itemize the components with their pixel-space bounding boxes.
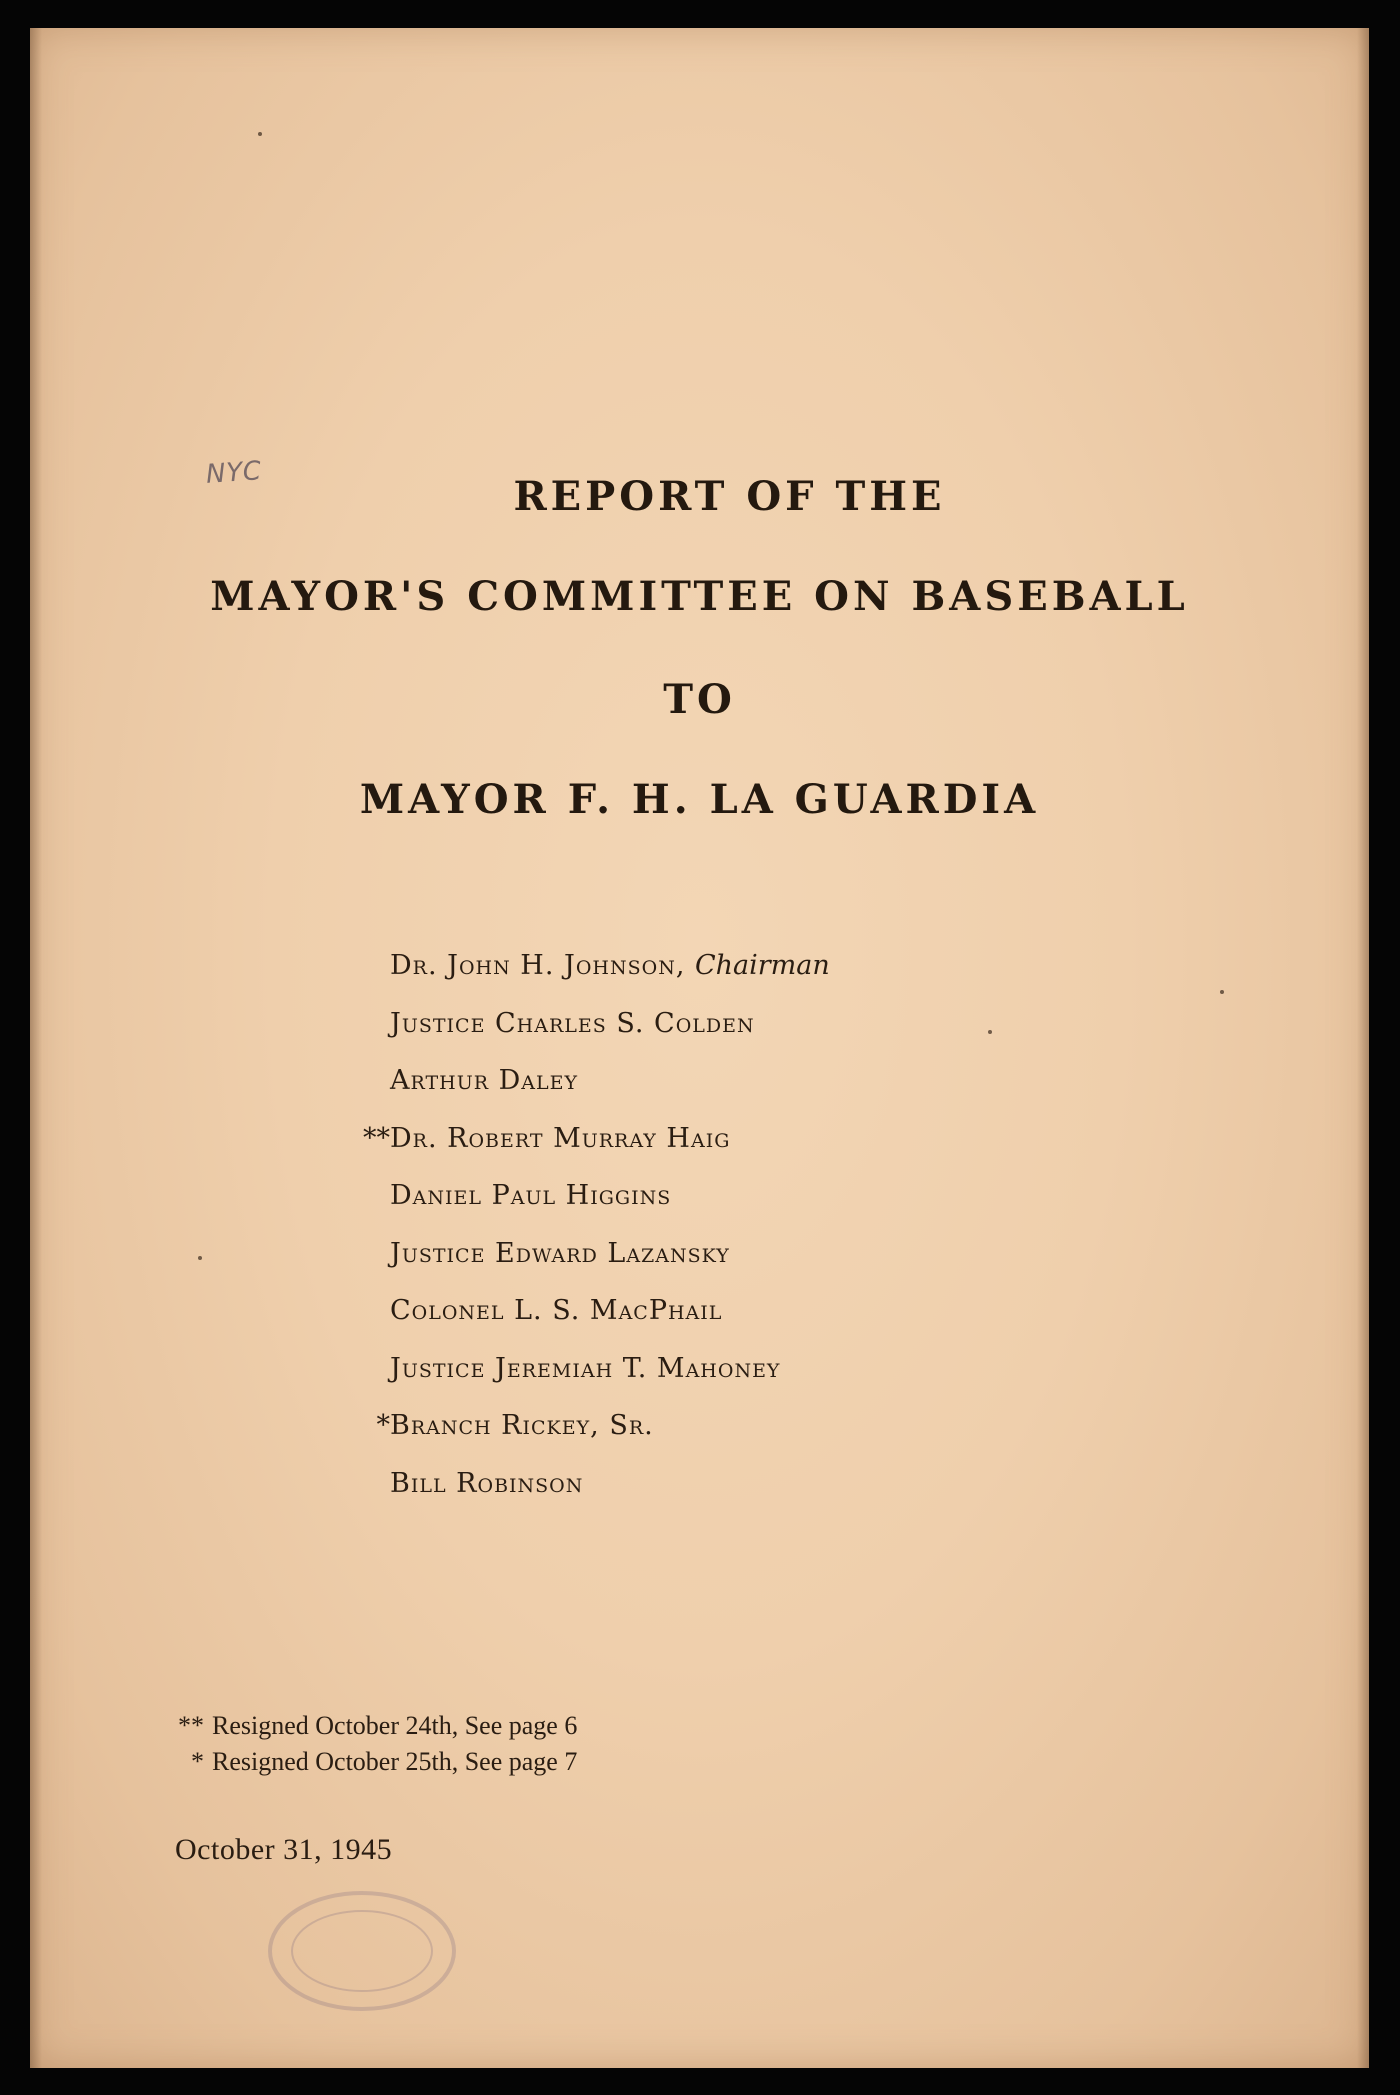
paper-speck [1220, 990, 1224, 994]
committee-member-list [363, 950, 830, 1525]
paper-speck [198, 1256, 202, 1260]
member-mark: ** [363, 1122, 390, 1154]
member-item [376, 1410, 830, 1468]
paper-speck [988, 1030, 992, 1034]
page-edge-left [30, 28, 42, 2068]
member-item [390, 1180, 830, 1238]
member-item [390, 1353, 830, 1411]
title-line-3: TO [663, 676, 736, 723]
title-line-1: REPORT OF THE [513, 473, 946, 520]
member-name: Arthur Daley [390, 1065, 579, 1096]
member-name: Dr. Robert Murray Haig [390, 1122, 731, 1154]
report-date: October 31, 1945 [175, 1833, 393, 1866]
footnote-mark: * [191, 1747, 204, 1776]
member-name: Justice Charles S. Colden [390, 1007, 755, 1039]
member-name: Bill Robinson [390, 1467, 584, 1499]
handwritten-note: NYC [205, 456, 264, 490]
member-name: Justice Edward Lazansky [390, 1237, 730, 1269]
member-role: Chairman [694, 950, 830, 981]
page-edge-right [1357, 28, 1369, 2068]
member-name: Dr. John H. Johnson, [390, 950, 695, 981]
member-item [363, 1122, 830, 1181]
footnotes [174, 1708, 577, 1780]
member-item [390, 950, 830, 1008]
paper-speck [258, 132, 262, 136]
document-page [30, 28, 1369, 2068]
member-name: Branch Rickey, Sr. [390, 1410, 654, 1441]
member-name: Colonel L. S. MacPhail [390, 1295, 723, 1326]
library-stamp-mark [262, 1886, 462, 2016]
footnote-mark: ** [178, 1711, 204, 1740]
member-item [390, 1065, 830, 1123]
footnote-text: Resigned October 24th, See page 6 [212, 1711, 578, 1740]
footnote [174, 1744, 577, 1780]
member-item [390, 1295, 830, 1353]
footnote [174, 1708, 577, 1744]
member-item [390, 1008, 830, 1066]
member-item [390, 1468, 830, 1526]
member-mark: * [376, 1410, 390, 1441]
member-name: Daniel Paul Higgins [390, 1180, 672, 1211]
member-name: Justice Jeremiah T. Mahoney [390, 1352, 781, 1384]
title-line-4: MAYOR F. H. LA GUARDIA [359, 776, 1040, 823]
member-item [390, 1238, 830, 1296]
footnote-text: Resigned October 25th, See page 7 [212, 1747, 578, 1776]
title-line-2: MAYOR'S COMMITTEE ON BASEBALL [210, 573, 1189, 620]
